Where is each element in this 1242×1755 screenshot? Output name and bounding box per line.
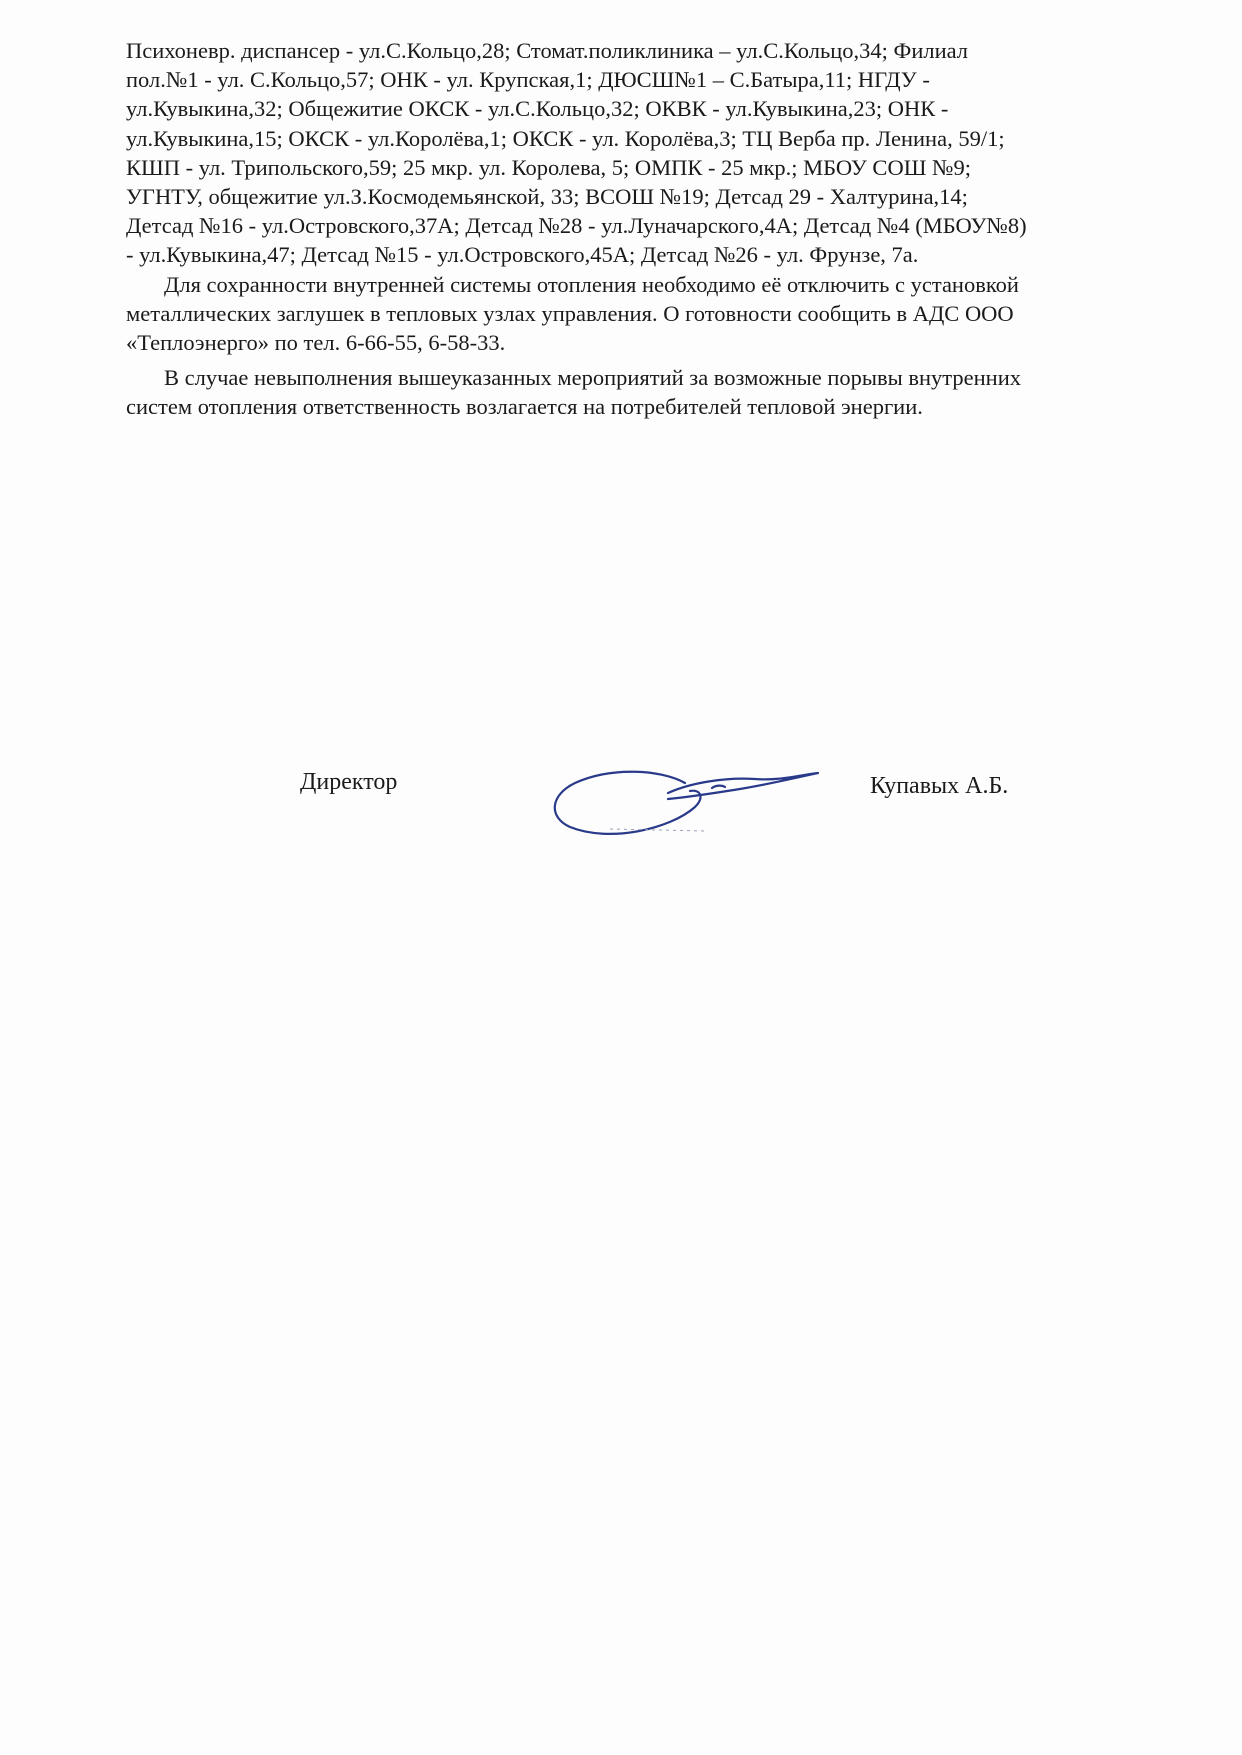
signatory-title: Директор (300, 769, 398, 795)
addresses-line: ул.Кувыкина,15; ОКСК - ул.Королёва,1; ОКСК - ул. Королёва,3; ТЦ Верба пр. Ленина, 59/1; (126, 125, 1005, 151)
heating-line: металлических заглушек в тепловых узлах управления. О готовности сообщить в АДС ООО (126, 300, 1014, 326)
liability-line: В случае невыполнения вышеуказанных мероприятий за возможные порывы внутренних (164, 365, 1021, 391)
addresses-line: - ул.Кувыкина,47; Детсад №15 - ул.Островского,45А; Детсад №26 - ул. Фрунзе, 7а. (126, 242, 919, 268)
signature-block (0, 755, 1242, 845)
liability-line: систем отопления ответственность возлагается на потребителей тепловой энергии. (126, 394, 923, 420)
handwritten-signature (550, 755, 870, 845)
addresses-line: пол.№1 - ул. С.Кольцо,57; ОНК - ул. Крупская,1; ДЮСШ№1 – С.Батыра,11; НГДУ - (126, 67, 930, 93)
signatory-name: Купавых А.Б. (870, 773, 1009, 799)
addresses-line: ул.Кувыкина,32; Общежитие ОКСК - ул.С.Кольцо,32; ОКВК - ул.Кувыкина,23; ОНК - (126, 96, 949, 122)
addresses-paragraph (126, 36, 1128, 270)
heating-line: «Теплоэнерго» по тел. 6-66-55, 6-58-33. (126, 330, 506, 356)
addresses-line: КШП - ул. Трипольского,59; 25 мкр. ул. Королева, 5; ОМПК - 25 мкр.; МБОУ СОШ №9; (126, 154, 971, 180)
heating-paragraph (126, 270, 1128, 358)
letter-body (126, 36, 1128, 422)
addresses-line: Психоневр. диспансер - ул.С.Кольцо,28; Стомат.поликлиника – ул.С.Кольцо,34; Филиал (126, 38, 969, 63)
addresses-line: УГНТУ, общежитие ул.З.Космодемьянской, 33; ВСОШ №19; Детсад 29 - Халтурина,14; (126, 184, 968, 210)
addresses-line: Детсад №16 - ул.Островского,37А; Детсад №28 - ул.Луначарского,4А; Детсад №4 (МБОУ№8) (126, 213, 1027, 239)
liability-paragraph (126, 363, 1128, 421)
heating-line: Для сохранности внутренней системы отопления необходимо её отключить с установкой (164, 271, 1019, 297)
